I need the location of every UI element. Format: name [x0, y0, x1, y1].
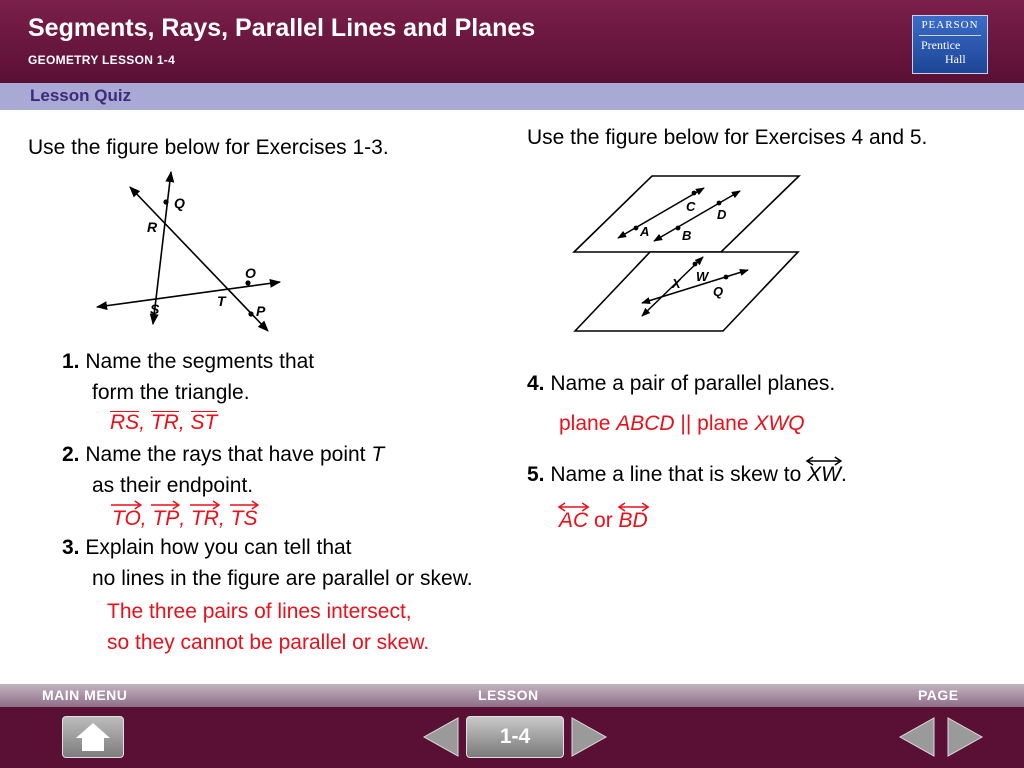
line-bd-symbol [619, 509, 648, 533]
label-x: X [672, 276, 681, 291]
question-3-line-1: Explain how you can tell that [85, 536, 352, 559]
lesson-label: LESSON [478, 687, 539, 703]
page-label: PAGE [918, 687, 959, 703]
label-q-plane: Q [713, 284, 724, 299]
point-c [692, 191, 697, 196]
answer-2-sep-3: , [218, 507, 231, 530]
ray-ts [231, 507, 258, 531]
answer-3-line-1: The three pairs of lines intersect, [107, 600, 412, 623]
point-q [163, 199, 168, 204]
lesson-next-button[interactable] [568, 716, 610, 758]
question-2-line-1: Name the rays that have point [85, 443, 366, 466]
answer-5-or: or [588, 509, 619, 532]
page-prev-arrow-icon [900, 718, 934, 756]
question-2-var: T [371, 443, 385, 466]
line-ac-text: AC [559, 509, 589, 532]
answer-1 [110, 411, 217, 435]
segment-rs: RS [110, 411, 140, 434]
line-notation-arrow [558, 502, 589, 512]
point-q2 [724, 275, 729, 280]
section-title: Lesson Quiz [30, 86, 132, 105]
line-notation-arrow [618, 502, 649, 512]
answer-2 [112, 507, 258, 531]
ray-tp [152, 507, 179, 531]
question-5-end: . [840, 463, 847, 486]
answer-1-sep-1: , [139, 411, 151, 434]
label-p: P [256, 303, 266, 319]
lesson-number-button[interactable]: 1-4 [466, 716, 564, 758]
line-xw-symbol [807, 463, 841, 487]
logo-line-3: Hall [945, 52, 966, 66]
answer-4-d: XWQ [754, 412, 805, 435]
answer-4-b: ABCD [616, 412, 675, 435]
answer-4 [559, 412, 805, 436]
answer-2-sep-2: , [179, 507, 191, 530]
logo-line-1: PEARSON [921, 19, 979, 31]
page-title: Segments, Rays, Parallel Lines and Planes [28, 14, 536, 42]
question-2-line-2: as their endpoint. [92, 474, 254, 497]
question-3-number: 3. [62, 536, 80, 559]
ray-to [112, 507, 141, 531]
logo-line-2: Prentice [921, 38, 961, 52]
answer-4-a: plane [559, 412, 617, 435]
point-b [676, 226, 681, 231]
section-bar [0, 83, 1024, 110]
line-bd-text: BD [618, 509, 648, 532]
ray-tr [191, 507, 219, 531]
page-next-button[interactable] [944, 716, 986, 758]
point-o [245, 280, 250, 285]
question-5-text: Name a line that is skew to [550, 463, 808, 486]
answer-5 [559, 509, 648, 533]
ray-notation-arrow [230, 500, 259, 510]
pearson-logo [912, 15, 988, 74]
prev-arrow-icon [424, 718, 458, 756]
question-4-number: 4. [527, 372, 545, 395]
label-r: R [147, 219, 158, 235]
page-prev-button[interactable] [896, 716, 938, 758]
question-5 [527, 463, 847, 487]
question-2 [62, 443, 384, 467]
line-so [97, 282, 280, 307]
answer-4-c: || plane [674, 412, 755, 435]
question-5-number: 5. [527, 463, 545, 486]
ray-notation-arrow [111, 500, 142, 510]
label-t: T [217, 293, 226, 309]
label-d: D [717, 207, 727, 222]
question-2-number: 2. [62, 443, 80, 466]
point-d [717, 201, 722, 206]
answer-1-sep-2: , [178, 411, 191, 434]
ray-notation-arrow [151, 500, 180, 510]
footer-label-bar [0, 684, 1024, 707]
header [0, 0, 1024, 83]
next-arrow-icon [572, 718, 606, 756]
point-w [693, 262, 698, 267]
planes-figure [570, 170, 806, 336]
lesson-subtitle: GEOMETRY LESSON 1-4 [28, 53, 176, 67]
plane-xwq [575, 252, 798, 331]
ray-to-text: TO [112, 507, 141, 530]
label-q: Q [174, 195, 185, 211]
answer-2-sep-1: , [140, 507, 153, 530]
home-icon [63, 717, 123, 757]
question-4 [527, 372, 835, 396]
logo-divider [919, 35, 981, 36]
question-3-line-2: no lines in the figure are parallel or skew. [92, 567, 473, 590]
lesson-prev-button[interactable] [420, 716, 462, 758]
label-o: O [245, 265, 256, 281]
main-menu-button[interactable] [62, 716, 124, 758]
point-a [634, 226, 639, 231]
main-menu-label: MAIN MENU [42, 687, 128, 703]
answer-3-line-2: so they cannot be parallel or skew. [107, 631, 430, 654]
label-s: S [150, 301, 160, 317]
line-xw-text: XW [807, 463, 841, 486]
line-notation-arrow [806, 456, 842, 466]
segment-st: ST [190, 411, 218, 434]
question-3 [62, 536, 352, 560]
label-c: C [686, 199, 696, 214]
triangle-figure [90, 168, 290, 340]
question-1-line-1: Name the segments that [85, 350, 315, 373]
question-1-number: 1. [62, 350, 80, 373]
label-b: B [682, 228, 692, 243]
ray-notation-arrow [190, 500, 220, 510]
label-a: A [640, 224, 650, 239]
question-4-text: Name a pair of parallel planes. [550, 372, 836, 395]
segment-tr: TR [150, 411, 179, 434]
point-p [248, 311, 253, 316]
line-ac-symbol [559, 509, 588, 533]
ray-tr-text: TR [190, 507, 219, 530]
left-intro: Use the figure below for Exercises 1-3. [28, 136, 389, 159]
question-1 [62, 350, 314, 374]
ray-ts-text: TS [230, 507, 258, 530]
question-1-line-2: form the triangle. [92, 381, 250, 404]
ray-tp-text: TP [152, 507, 180, 530]
page-next-arrow-icon [948, 718, 982, 756]
right-intro: Use the figure below for Exercises 4 and 5. [527, 126, 928, 149]
label-w: W [696, 269, 709, 284]
